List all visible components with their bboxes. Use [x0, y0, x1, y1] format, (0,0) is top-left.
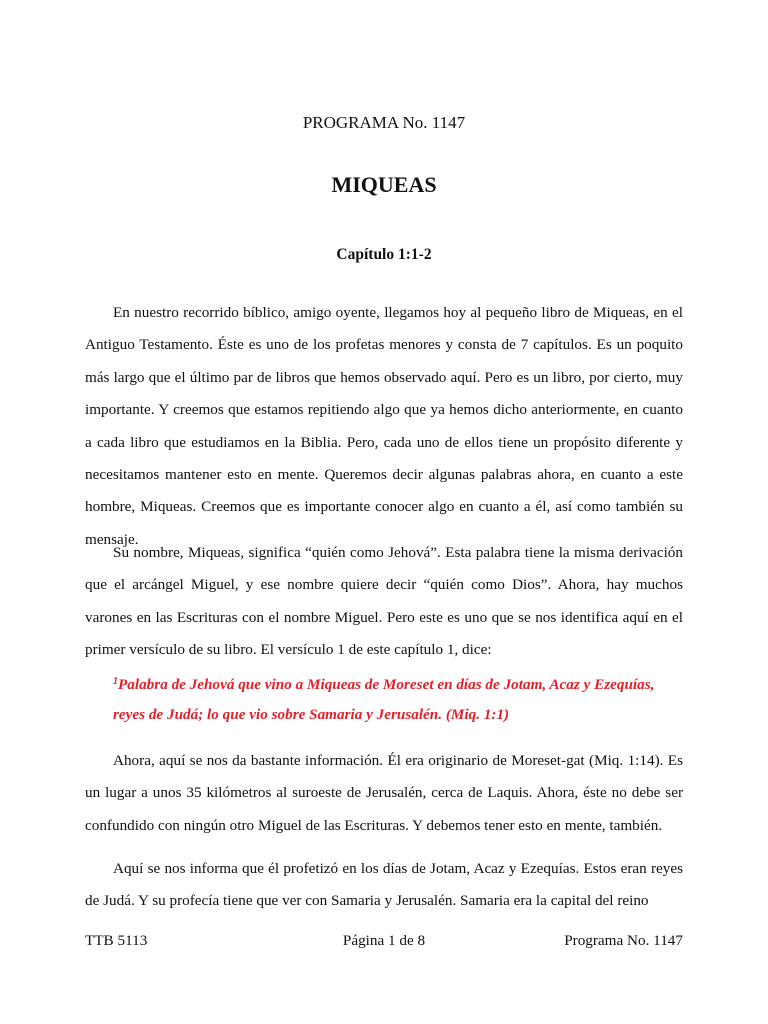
footer-program: Programa No. 1147: [564, 932, 683, 949]
paragraph-intro: En nuestro recorrido bíblico, amigo oyente, llegamos hoy al pequeño libro de Miqueas, en el Antiguo Testamento. Éste es uno de los profetas menores y consta de 7 capítulos. Es un poquito más largo que el último par de libros que hemos observado aquí. Pero es un libro, por cierto, muy importante. Y creemos que estamos repitiendo algo que ya hemos dicho anteriormente, en cuanto a cada libro que estudiamos en la Biblia. Pero, cada uno de ellos tiene un propósito diferente y necesitamos mantener esto en mente. Queremos decir algunas palabras ahora, en cuanto a este hombre, Miqueas. Creemos que es importante conocer algo en cuanto a él, así como también su mensaje.: [85, 304, 683, 548]
chapter-heading: Capítulo 1:1-2: [336, 246, 432, 263]
page-title: MIQUEAS: [331, 172, 437, 197]
paragraph-name-meaning: Su nombre, Miqueas, significa “quién como Jehová”. Esta palabra tiene la misma derivación que el arcángel Miguel, y ese nombre quiere decir “quién como Dios”. Ahora, hay muchos varones en las Escrituras con el nombre Miguel. Pero este es uno que se nos identifica aquí en el primer versículo de su libro. El versículo 1 de este capítulo 1, dice:: [85, 544, 683, 659]
scripture-quote: [113, 670, 683, 730]
footer-code: TTB 5113: [85, 932, 148, 949]
verse-number: 1: [113, 676, 118, 687]
paragraph-origin: Ahora, aquí se nos da bastante información. Él era originario de Moreset-gat (Miq. 1:14). Es un lugar a unos 35 kilómetros al suroeste de Jerusalén, cerca de Laquis. Ahora, éste no debe ser confundido con ningún otro Miguel de las Escrituras. Y debemos tener esto en mente, también.: [85, 752, 683, 834]
page-footer: [85, 932, 683, 954]
paragraph-kings: Aquí se nos informa que él profetizó en los días de Jotam, Acaz y Ezequías. Estos eran reyes de Judá. Y su profecía tiene que ver con Samaria y Jerusalén. Samaria era la capital del reino: [85, 860, 683, 910]
scripture-quote-text: Palabra de Jehová que vino a Miqueas de Moreset en días de Jotam, Acaz y Ezequías, reyes de Judá; lo que vio sobre Samaria y Jerusalén. (Miq. 1:1): [113, 676, 655, 723]
footer-page-number: Página 1 de 8: [342, 932, 426, 949]
program-number: PROGRAMA No. 1147: [302, 113, 466, 132]
